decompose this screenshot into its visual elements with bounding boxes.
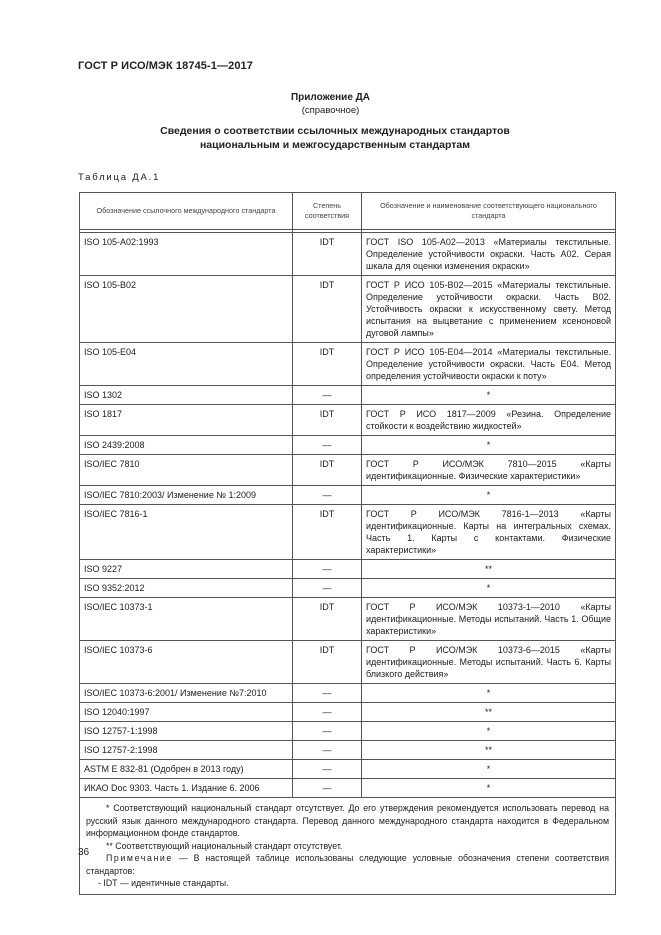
table-row <box>80 741 616 760</box>
appendix-heading <box>140 124 530 152</box>
table-row <box>80 343 616 386</box>
table-row <box>80 760 616 779</box>
reference-standard-cell: ISO/IEC 7810 <box>80 455 293 486</box>
national-standard-cell: ГОСТ Р ИСО/МЭК 7816-1—2013 «Карты идентификационные. Карты на интегральных схемах. Часть 1. Карты с контактами. Физические характеристики» <box>362 505 616 560</box>
table-row <box>80 684 616 703</box>
national-standard-cell: * <box>362 684 616 703</box>
degree-cell: — <box>293 741 362 760</box>
reference-standard-cell: ISO 105-A02:1993 <box>80 233 293 276</box>
degree-cell: IDT <box>293 455 362 486</box>
reference-standard-cell: ISO/IEC 7816-1 <box>80 505 293 560</box>
reference-standard-cell: ISO 12040:1997 <box>80 703 293 722</box>
reference-standard-cell: ISO 12757-2:1998 <box>80 741 293 760</box>
note-label: Примечание <box>106 853 173 863</box>
national-standard-cell: ГОСТ Р ИСО/МЭК 7810—2015 «Карты идентификационные. Физические характеристики» <box>362 455 616 486</box>
degree-cell: IDT <box>293 276 362 343</box>
degree-cell: IDT <box>293 505 362 560</box>
column-header-reference: Обозначение ссылочного международного стандарта <box>80 193 293 230</box>
appendix-heading-line1: Сведения о соответствии ссылочных международных стандартов <box>160 125 510 137</box>
reference-standard-cell: ISO 12757-1:1998 <box>80 722 293 741</box>
national-standard-cell: * <box>362 486 616 505</box>
note-text: — В настоящей таблице использованы следующие условные обозначения степени соответствия стандартов: <box>86 853 609 876</box>
national-standard-cell: * <box>362 779 616 798</box>
degree-cell: — <box>293 579 362 598</box>
reference-standard-cell: ИКАО Doc 9303. Часть 1. Издание 6. 2006 <box>80 779 293 798</box>
national-standard-cell: ГОСТ Р ИСО 105-В02—2015 «Материалы текстильные. Определение устойчивости окраски. Часть В02. Устойчивость окраски к искусственному свету. Метод испытания на выцветание с применением ксеноновой дуговой лампы» <box>362 276 616 343</box>
reference-standard-cell: ISO 2439:2008 <box>80 436 293 455</box>
reference-standard-cell: ISO/IEC 10373-1 <box>80 598 293 641</box>
column-header-national: Обозначение и наименование соответствующего национального стандарта <box>362 193 616 230</box>
table-row <box>80 386 616 405</box>
degree-cell: — <box>293 684 362 703</box>
degree-cell: — <box>293 760 362 779</box>
table-row <box>80 276 616 343</box>
reference-standard-cell: ISO 9227 <box>80 560 293 579</box>
appendix-subtitle: (справочное) <box>301 105 360 116</box>
table-header-row <box>80 193 616 230</box>
degree-cell: — <box>293 386 362 405</box>
degree-cell: IDT <box>293 233 362 276</box>
table-row <box>80 779 616 798</box>
national-standard-cell: * <box>362 760 616 779</box>
degree-cell: — <box>293 703 362 722</box>
table-row <box>80 436 616 455</box>
footnotes-cell <box>80 798 616 895</box>
column-header-degree: Степень соответствия <box>293 193 362 230</box>
table-row <box>80 233 616 276</box>
national-standard-cell: ** <box>362 703 616 722</box>
national-standard-cell: * <box>362 722 616 741</box>
degree-cell: — <box>293 722 362 741</box>
reference-standard-cell: ISO/IEC 10373-6:2001/ Изменение №7:2010 <box>80 684 293 703</box>
page-number: 36 <box>78 847 90 858</box>
reference-standard-cell: ISO 1817 <box>80 405 293 436</box>
table-row <box>80 579 616 598</box>
reference-standard-cell: ISO 1302 <box>80 386 293 405</box>
degree-cell: — <box>293 779 362 798</box>
degree-cell: — <box>293 486 362 505</box>
national-standard-cell: * <box>362 386 616 405</box>
reference-standard-cell: ASTM E 832-81 (Одобрен в 2013 году) <box>80 760 293 779</box>
table-row <box>80 722 616 741</box>
reference-standard-cell: ISO/IEC 10373-6 <box>80 641 293 684</box>
national-standard-cell: ГОСТ Р ИСО 105-Е04—2014 «Материалы текстильные. Определение устойчивости окраски. Часть Е04. Метод определения устойчивости окраски к поту» <box>362 343 616 386</box>
table-row <box>80 641 616 684</box>
footnote-single-star: * Соответствующий национальный стандарт отсутствует. До его утверждения рекомендуется использовать перевод на русский язык данного международного стандарта. Перевод данного международного стандарта находится в Федеральном информационном фонде стандартов. <box>86 803 609 838</box>
national-standard-cell: ГОСТ ISO 105-A02—2013 «Материалы текстильные. Определение устойчивости окраски. Часть А02. Серая шкала для оценки изменения окраски» <box>362 233 616 276</box>
reference-standard-cell: ISO 105-E04 <box>80 343 293 386</box>
document-code-header: ГОСТ Р ИСО/МЭК 18745-1—2017 <box>78 60 253 72</box>
reference-standard-cell: ISO 9352:2012 <box>80 579 293 598</box>
degree-cell: IDT <box>293 598 362 641</box>
footnote-double-star: ** Соответствующий национальный стандарт отсутствует. <box>106 840 343 851</box>
degree-cell: IDT <box>293 641 362 684</box>
national-standard-cell: ГОСТ Р ИСО/МЭК 10373-6—2015 «Карты идентификационные. Методы испытаний. Часть 6. Карты близкого действия» <box>362 641 616 684</box>
national-standard-cell: * <box>362 579 616 598</box>
degree-cell: — <box>293 436 362 455</box>
footnotes-row <box>80 798 616 895</box>
table-body <box>80 230 616 798</box>
national-standard-cell: * <box>362 436 616 455</box>
table-label: Таблица ДА.1 <box>78 172 161 183</box>
degree-cell: IDT <box>293 343 362 386</box>
reference-standard-cell: ISO 105-B02 <box>80 276 293 343</box>
degree-cell: — <box>293 560 362 579</box>
table-row <box>80 405 616 436</box>
national-standard-cell: ГОСТ Р ИСО 1817—2009 «Резина. Определение стойкости к воздействию жидкостей» <box>362 405 616 436</box>
table-row <box>80 703 616 722</box>
table-row <box>80 505 616 560</box>
national-standard-cell: ГОСТ Р ИСО/МЭК 10373-1—2010 «Карты идентификационные. Методы испытаний. Часть 1. Общие характеристики» <box>362 598 616 641</box>
national-standard-cell: ** <box>362 560 616 579</box>
correspondence-table <box>79 192 616 895</box>
table-note <box>86 852 609 877</box>
appendix-title: Приложение ДА <box>290 92 371 103</box>
idt-definition: - IDT — идентичные стандарты. <box>98 878 229 888</box>
table-row <box>80 560 616 579</box>
degree-cell: IDT <box>293 405 362 436</box>
reference-standard-cell: ISO/IEC 7810:2003/ Изменение № 1:2009 <box>80 486 293 505</box>
table-row <box>80 598 616 641</box>
table-row <box>80 486 616 505</box>
national-standard-cell: ** <box>362 741 616 760</box>
table-row <box>80 455 616 486</box>
appendix-heading-line2: национальным и межгосударственным стандартам <box>199 139 471 151</box>
